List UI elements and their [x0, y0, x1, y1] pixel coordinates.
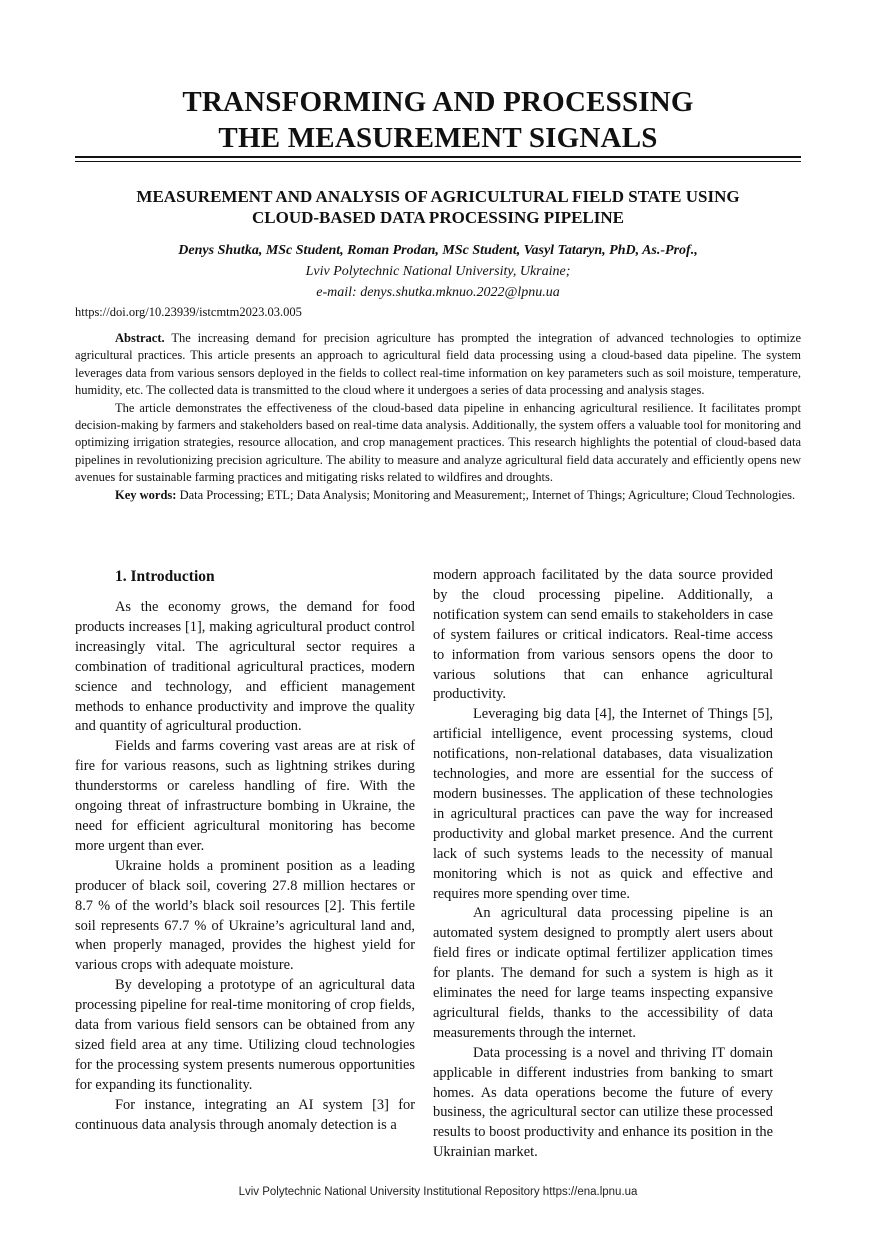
- abstract-text-1: The increasing demand for precision agriculture has prompted the integration of advanced technologies to optimize agricultural practices. This article presents an approach to agricultural field data processing using a cloud-based data pipeline. The system leverages data from various sensors deployed in the fields to collect real-time information on key parameters such as soil moisture, temperature, humidity, etc. The collected data is transmitted to the cloud where it undergoes a series of data processing and analysis stages.: [75, 331, 801, 398]
- repository-footer: Lviv Polytechnic National University Institutional Repository https://ena.lpnu.ua: [238, 1186, 638, 1198]
- title-divider-thick: [75, 156, 801, 158]
- doi-link[interactable]: https://doi.org/10.23939/istcmtm2023.03.005: [75, 305, 302, 319]
- keywords: [75, 487, 801, 504]
- introduction-heading: 1. Introduction: [115, 568, 215, 585]
- journal-section-title: [78, 84, 798, 156]
- title-divider-thin: [75, 161, 801, 162]
- section-title-line-2: THE MEASUREMENT SIGNALS: [218, 122, 658, 154]
- body-paragraph: Leveraging big data [4], the Internet of Things [5], artificial intelligence, event processing systems, cloud notifications, non-relational databases, data visualization technologies, and more are essential for the success of modern businesses. The application of these technologies in agricultural practices can pave the way for increased productivity and global market presence. And the current lack of such systems leads to the necessity of manual monitoring which is not as quick and effective and requires more spending over time.: [433, 706, 773, 902]
- abstract-label: Abstract.: [115, 331, 165, 345]
- body-paragraph-continued: modern approach facilitated by the data source provided by the cloud processing pipeline. Additionally, a notification system can send emails to stakeholders in case of system failures or critical indicators. Real-time access to information from various sensors opens the door to various solutions that can enhance agricultural productivity.: [433, 567, 773, 703]
- paper-title: [88, 186, 788, 228]
- body-paragraph: Fields and farms covering vast areas are at risk of fire for various reasons, such as lightning strikes during thunderstorms or careless handling of fire. With the ongoing threat of infrastructure bombing in Ukraine, the need for efficient agricultural monitoring has become more urgent than ever.: [75, 738, 415, 854]
- body-paragraph: As the economy grows, the demand for food products increases [1], making agricultural product control increasingly vital. The agricultural sector requires a combination of traditional agricultural practices, modern science and technology, and efficient management methods to enhance productivity and improve the quality and quantity of agricultural production.: [75, 599, 415, 735]
- body-paragraph: By developing a prototype of an agricultural data processing pipeline for real-time monitoring of crop fields, data from various field sensors can be obtained from any sized field area at any time. Utilizing cloud technologies for the processing system presents numerous opportunities for expanding its functionality.: [75, 977, 415, 1093]
- keywords-text: Data Processing; ETL; Data Analysis; Monitoring and Measurement;, Internet of Things; Agriculture; Cloud Technologies.: [176, 487, 796, 502]
- section-title-line-1: TRANSFORMING AND PROCESSING: [182, 86, 694, 118]
- abstract-paragraph-2: The article demonstrates the effectiveness of the cloud-based data pipeline in enhancing agricultural resilience. It facilitates prompt decision-making by farmers and stakeholders based on real-time data analysis. Additionally, the system offers a valuable tool for monitoring and optimizing irrigation strategies, resource allocation, and crop management practices. This research highlights the potential of cloud-based data pipelines in revolutionizing precision agriculture. The ability to measure and analyze agricultural field data accurately and efficiently opens new avenues for sustainable farming practices and mitigating risks related to wildfires and droughts.: [75, 400, 801, 485]
- body-paragraph: An agricultural data processing pipeline is an automated system designed to promptly alert users about field fires or indicate optimal fertilizer application times for plants. The demand for such a system is high as it eliminates the need for large teams inspecting expansive agricultural fields, thanks to the accessibility of data measurements through the internet.: [433, 905, 773, 1041]
- paper-title-line-2: CLOUD-BASED DATA PROCESSING PIPELINE: [251, 208, 625, 227]
- keywords-label: Key words:: [115, 487, 177, 502]
- abstract: [75, 330, 801, 504]
- affiliation: Lviv Polytechnic National University, Ukraine;: [305, 264, 571, 279]
- body-paragraph: For instance, integrating an AI system [3] for continuous data analysis through anomaly detection is a: [75, 1096, 415, 1133]
- author-names: Denys Shutka, MSc Student, Roman Prodan, MSc Student, Vasyl Tataryn, PhD, As.-Prof.,: [178, 243, 698, 258]
- paper-title-line-1: MEASUREMENT AND ANALYSIS OF AGRICULTURAL FIELD STATE USING: [136, 187, 740, 206]
- author-block: [88, 240, 788, 303]
- abstract-paragraph-1: [75, 330, 801, 400]
- author-email[interactable]: e-mail: denys.shutka.mknuo.2022@lpnu.ua: [316, 285, 560, 300]
- right-column: [433, 566, 773, 1163]
- body-paragraph: Data processing is a novel and thriving IT domain applicable in different industries from banking to smart homes. As data operations become the future of every business, the agricultural sector can utilize these processed results to boost productivity and enhance its position in the Ukrainian market.: [433, 1044, 773, 1161]
- left-column: [75, 566, 415, 1135]
- body-paragraph: Ukraine holds a prominent position as a leading producer of black soil, covering 27.8 million hectares or 8.7 % of the world’s black soil resources [2]. This fertile soil represents 67.7 % of Ukraine’s agricultural land and, when properly managed, provides the highest yield for various crops with adequate moisture.: [75, 857, 415, 974]
